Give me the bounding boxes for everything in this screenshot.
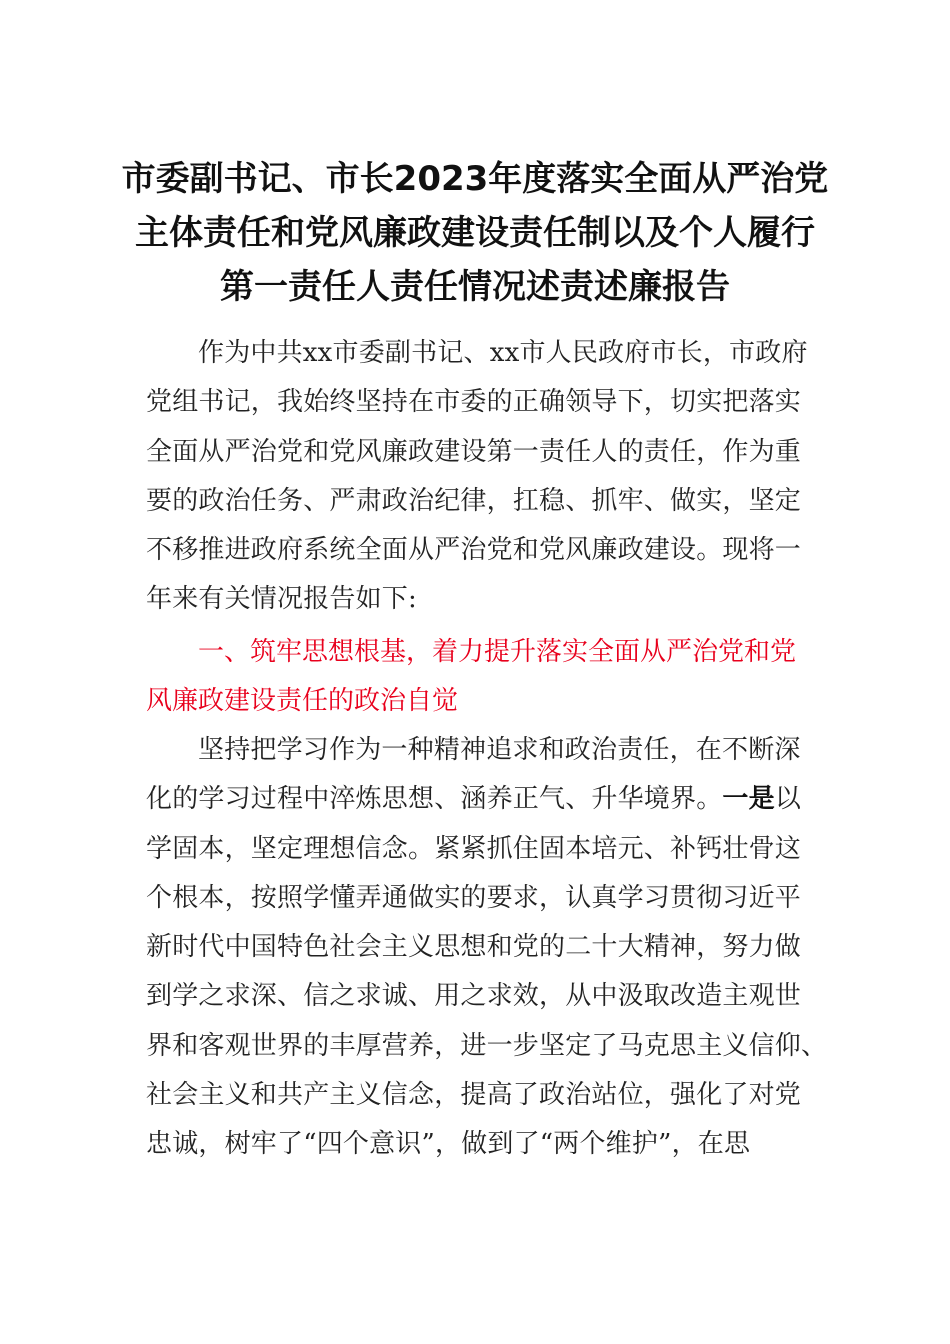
- intro-paragraph: [146, 329, 806, 625]
- emphasis-text: 一是: [722, 784, 775, 815]
- document-title: [100, 152, 850, 314]
- heading-line: 风廉政建设责任的政治自觉: [146, 686, 459, 716]
- paragraph-line: 到学之求深、信之求诚、用之求效，从中汲取改造主观世: [146, 981, 802, 1012]
- title-line-1: 市委副书记、市长2023年度落实全面从严治党: [121, 159, 829, 199]
- line-text: 化的学习过程中淬炼思想、涵养正气、升华境界。: [146, 784, 723, 815]
- title-line-2: 主体责任和党风廉政建设责任制以及个人履行: [135, 213, 815, 253]
- section-heading-1: [146, 628, 806, 726]
- paragraph-line: 不移推进政府系统全面从严治党和党风廉政建设。现将一: [146, 535, 802, 566]
- paragraph-line: 年来有关情况报告如下:: [146, 584, 417, 615]
- paragraph-line: 新时代中国特色社会主义思想和党的二十大精神，努力做: [146, 932, 802, 963]
- title-line-3: 第一责任人责任情况述责述廉报告: [220, 267, 730, 307]
- paragraph-line: 作为中共xx市委副书记、xx市人民政府市长，市政府: [198, 338, 808, 368]
- paragraph-line: 党组书记，我始终坚持在市委的正确领导下，切实把落实: [146, 387, 802, 418]
- heading-line: 一、筑牢思想根基，着力提升落实全面从严治党和党: [198, 637, 797, 667]
- paragraph-line: 学固本，坚定理想信念。紧紧抓住固本培元、补钙壮骨这: [146, 833, 802, 864]
- paragraph-line: 界和客观世界的丰厚营养，进一步坚定了马克思主义信仰、: [146, 1030, 828, 1061]
- paragraph-line: 坚持把学习作为一种精神追求和政治责任，在不断深: [198, 735, 801, 765]
- paragraph-line: 忠诚，树牢了“四个意识”，做到了“两个维护”，在思: [146, 1129, 751, 1160]
- paragraph-line: 个根本，按照学懂弄通做实的要求，认真学习贯彻习近平: [146, 882, 802, 913]
- paragraph-line: 要的政治任务、严肃政治纪律，扛稳、抓牢、做实，坚定: [146, 485, 802, 516]
- paragraph-line: 全面从严治党和党风廉政建设第一责任人的责任，作为重: [146, 436, 802, 467]
- section-1-paragraph: [146, 726, 828, 1170]
- paragraph-line: 社会主义和共产主义信念，提高了政治站位，强化了对党: [146, 1080, 802, 1111]
- paragraph-line: [146, 775, 806, 824]
- line-text: 以: [774, 784, 802, 815]
